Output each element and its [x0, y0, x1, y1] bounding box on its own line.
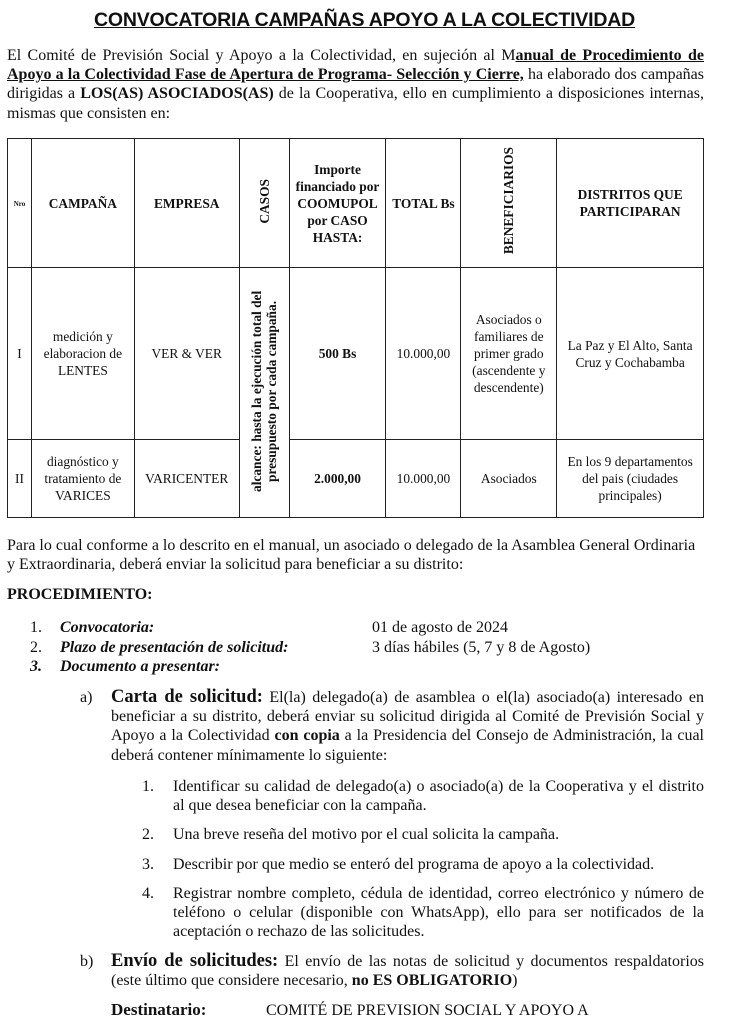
header-beneficiarios: BENEFICIARIOS [461, 139, 557, 268]
cell-empresa: VER & VER [134, 268, 239, 440]
after-table-paragraph: Para lo cual conforme a lo descrito en el manual, un asociado o delegado de la Asamblea General Ordinaria y Extraordinaria, deberá enviar la solicitud para beneficiar a su distrito: [7, 537, 696, 574]
cell-total: 10.000,00 [386, 440, 461, 518]
step-number: 3. [30, 658, 42, 675]
item-text: Registrar nombre completo, cédula de identidad, correo electrónico y número de teléfono o celular (disponible con WhatsApp), ello para ser notificados de la aceptación o rechazo de las solicitudes. [173, 884, 704, 941]
section-b-bold: no ES OBLIGATORIO [351, 972, 513, 990]
procedure-title: PROCEDIMIENTO: [7, 586, 153, 603]
step-value [372, 657, 710, 677]
item-text: Describir por que medio se enteró del programa de apoyo a la colectividad. [173, 855, 655, 873]
cell-campana: medición y elaboracion de LENTES [31, 268, 134, 440]
cell-nro: I [8, 268, 32, 440]
section-a-heading: Carta de solicitud: [111, 687, 263, 707]
section-b-heading: Envío de solicitudes: [111, 951, 279, 971]
step-label: Convocatoria: [60, 619, 155, 636]
campaigns-table [7, 138, 704, 518]
list-item [140, 825, 704, 844]
header-total: TOTAL Bs [386, 139, 461, 268]
step-label: Plazo de presentación de solicitud: [60, 638, 289, 656]
step-label: Documento a presentar: [60, 658, 220, 675]
cell-total: 10.000,00 [386, 268, 461, 440]
destinatario-line [111, 1000, 711, 1020]
cell-nro: II [8, 440, 32, 518]
intro-text-3: de la Cooperativa, ello en cumplimiento a disposiciones internas, mismas que consisten en: [7, 85, 705, 122]
step-value: 01 de agosto de 2024 [372, 619, 508, 636]
step-value: 3 días hábiles (5, 7 y 8 de Agosto) [372, 638, 591, 656]
cell-distritos: La Paz y El Alto, Santa Cruz y Cochabamba [557, 268, 704, 440]
list-item [30, 657, 710, 677]
section-a [80, 688, 704, 765]
section-a-letter: a) [80, 689, 93, 706]
section-a-text-2: a la Presidencia del Consejo de Administración, la cual deberá contener mínimamente lo siguiente: [111, 727, 705, 764]
intro-paragraph [7, 46, 704, 123]
section-b-text-2: ) [512, 972, 518, 990]
step-number: 2. [30, 638, 42, 656]
cell-campana: diagnóstico y tratamiento de VARICES [31, 440, 134, 518]
list-item [140, 777, 704, 815]
manual-reference: anual de Procedimiento de Apoyo a la Colectividad Fase de Apertura de Programa- Selección y Cierre, [7, 47, 704, 84]
list-item [30, 638, 710, 658]
section-a-bold: con copia [274, 727, 340, 745]
destinatario-value: COMITÉ DE PREVISION SOCIAL Y APOYO A [266, 1002, 589, 1019]
section-b-text-1: El envío de las notas de solicitud y documentos respaldatorios (este último que considere necesario, [111, 953, 704, 990]
procedure-steps [30, 618, 710, 677]
cell-distritos: En los 9 departamentos del pais (ciudades principales) [557, 440, 704, 518]
header-empresa: EMPRESA [134, 139, 239, 268]
table-header-row [8, 139, 704, 268]
section-a-text-1: El(la) delegado(a) de asamblea o el(la) asociado(a) interesado en beneficiar a su distrito, deberá enviar su solicitud dirigida al Comité de Previsión Social y Apoyo a la Colectividad [111, 689, 705, 745]
header-distritos: DISTRITOS QUE PARTICIPARAN [557, 139, 704, 268]
target-audience: LOS(AS) ASOCIADOS(AS) [80, 85, 274, 103]
page-title: CONVOCATORIA CAMPAÑAS APOYO A LA COLECTIVIDAD [94, 9, 635, 31]
table-row [8, 440, 704, 518]
cell-importe: 2.000,00 [289, 440, 386, 518]
list-item [140, 855, 704, 874]
header-importe: Importe financiado por COOMUPOL por CASO HASTA: [289, 139, 386, 268]
step-number: 1. [30, 619, 42, 636]
section-a-body [111, 688, 704, 765]
item-number: 1. [142, 778, 154, 795]
header-nro: Nro [8, 139, 32, 268]
list-item [140, 884, 704, 942]
item-number: 4. [142, 884, 154, 902]
header-campana: CAMPAÑA [31, 139, 134, 268]
item-number: 2. [142, 826, 154, 844]
section-b-body [111, 952, 704, 990]
list-item [30, 618, 710, 638]
intro-text-1: El Comité de Previsión Social y Apoyo a la Colectividad, en sujeción al M [7, 47, 516, 64]
cell-beneficiarios: Asociados o familiares de primer grado (ascendente y descendente) [461, 268, 557, 440]
intro-text-2: ha elaborado dos campañas dirigidas a [7, 66, 705, 103]
requirements-list [140, 777, 704, 951]
cell-importe: 500 Bs [289, 268, 386, 440]
table-row [8, 268, 704, 440]
item-text: Una breve reseña del motivo por el cual solicita la campaña. [173, 826, 560, 844]
item-text: Identificar su calidad de delegado(a) o asociado(a) de la Cooperativa y el distrito al que desea beneficiar con la campaña. [173, 778, 704, 815]
cell-empresa: VARICENTER [134, 440, 239, 518]
cell-casos-scope: alcance: hasta la ejecución total del presupuesto por cada campaña. [239, 268, 289, 518]
section-b [80, 952, 704, 990]
destinatario-label: Destinatario: [111, 1000, 207, 1019]
item-number: 3. [142, 855, 154, 873]
cell-beneficiarios: Asociados [461, 440, 557, 518]
header-casos: CASOS [239, 139, 289, 268]
section-b-letter: b) [80, 953, 94, 970]
